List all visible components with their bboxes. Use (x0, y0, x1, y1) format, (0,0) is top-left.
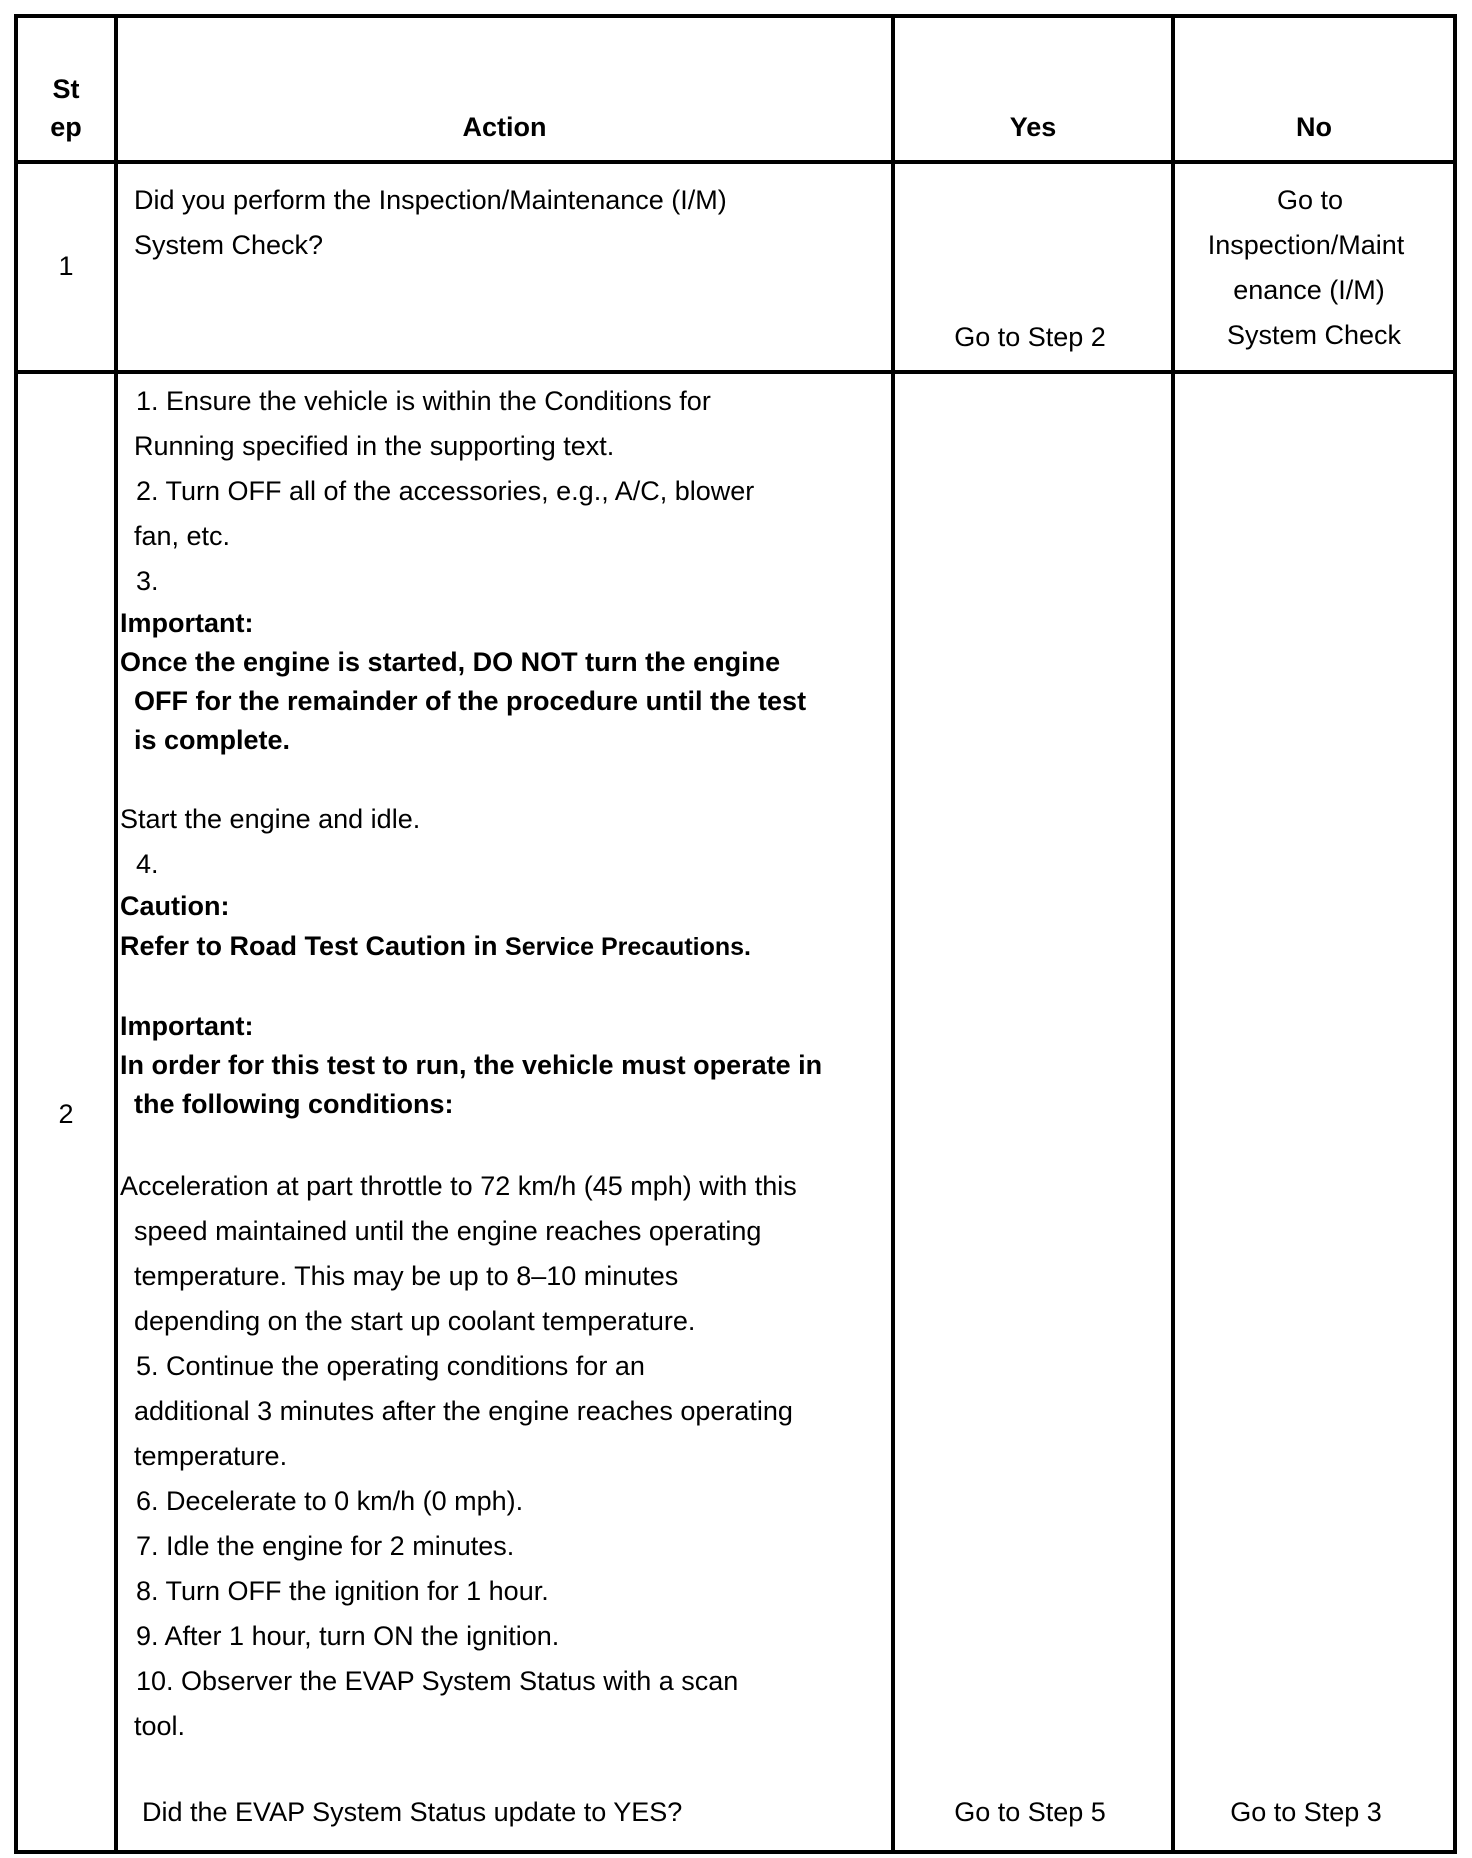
important-text-2a: In order for this test to run, the vehicle must operate in (120, 1050, 823, 1080)
acceleration-text-a: Acceleration at part throttle to 72 km/h (45 mph) with this (120, 1171, 797, 1201)
important-title-1: Important: (120, 608, 254, 638)
header-yes: Yes (1009, 112, 1057, 142)
service-precautions-link[interactable]: Service Precautions. (505, 933, 751, 961)
row1-action-line1: Did you perform the Inspection/Maintenance (I/M) (134, 185, 727, 215)
important-text-2b: the following conditions: (134, 1089, 454, 1119)
diagnostic-table (14, 14, 1457, 1854)
row2-yes: Go to Step 5 (954, 1797, 1106, 1827)
step2-line-b: fan, etc. (134, 521, 231, 551)
step8-text: 8. Turn OFF the ignition for 1 hour. (136, 1576, 549, 1606)
caution-text (120, 927, 751, 967)
important-text-1c: is complete. (134, 725, 291, 755)
table-border-bottom (14, 1850, 1457, 1854)
caution-text-main: Refer to Road Test Caution in (120, 931, 498, 961)
start-engine-text: Start the engine and idle. (120, 804, 421, 834)
row2-action (14, 14, 891, 1850)
step10-line-a: 10. Observer the EVAP System Status with a scan (136, 1666, 739, 1696)
row1-action-line2: System Check? (134, 230, 324, 260)
acceleration-text-b: speed maintained until the engine reaches operating (134, 1216, 762, 1246)
row2-question: Did the EVAP System Status update to YES? (142, 1797, 683, 1827)
step7-text: 7. Idle the engine for 2 minutes. (136, 1531, 515, 1561)
important-title-2: Important: (120, 1011, 254, 1041)
table-border-right (1453, 14, 1457, 1854)
row1-yes: Go to Step 2 (954, 322, 1106, 352)
row2-step: 2 (58, 1099, 74, 1129)
step9-text: 9. After 1 hour, turn ON the ignition. (136, 1621, 560, 1651)
row2-no: Go to Step 3 (1230, 1797, 1382, 1827)
header-no: No (1296, 112, 1332, 142)
step1-line-b: Running specified in the supporting text. (134, 431, 615, 461)
step5-line-a: 5. Continue the operating conditions for an (136, 1351, 645, 1381)
important-text-1b: OFF for the remainder of the procedure until the test (134, 686, 807, 716)
acceleration-text-d: depending on the start up coolant temperature. (134, 1306, 696, 1336)
row1-no-line3: enance (I/M) (1233, 275, 1385, 305)
row1-no-line1: Go to (1276, 185, 1344, 215)
row1-no (1175, 178, 1453, 358)
caution-title: Caution: (120, 891, 230, 921)
step2-line-a: 2. Turn OFF all of the accessories, e.g., A/C, blower (136, 476, 755, 506)
row1-no-line4: System Check (1226, 320, 1402, 350)
step3-number: 3. (136, 566, 159, 596)
header-step-line1: St (52, 74, 80, 104)
acceleration-text-c: temperature. This may be up to 8–10 minutes (134, 1261, 679, 1291)
row1-no-line2: Inspection/Maint (1207, 230, 1405, 260)
header-step-line2: ep (50, 112, 82, 142)
step4-number: 4. (136, 849, 159, 879)
step1-line-a: 1. Ensure the vehicle is within the Conditions for (136, 386, 711, 416)
header-action: Action (462, 112, 547, 142)
step10-line-b: tool. (134, 1711, 186, 1741)
step5-line-c: temperature. (134, 1441, 288, 1471)
important-text-1a: Once the engine is started, DO NOT turn the engine (120, 647, 781, 677)
step6-text: 6. Decelerate to 0 km/h (0 mph). (136, 1486, 524, 1516)
column-divider-action (891, 14, 895, 1854)
step5-line-b: additional 3 minutes after the engine reaches operating (134, 1396, 793, 1426)
row1-step: 1 (58, 251, 74, 281)
